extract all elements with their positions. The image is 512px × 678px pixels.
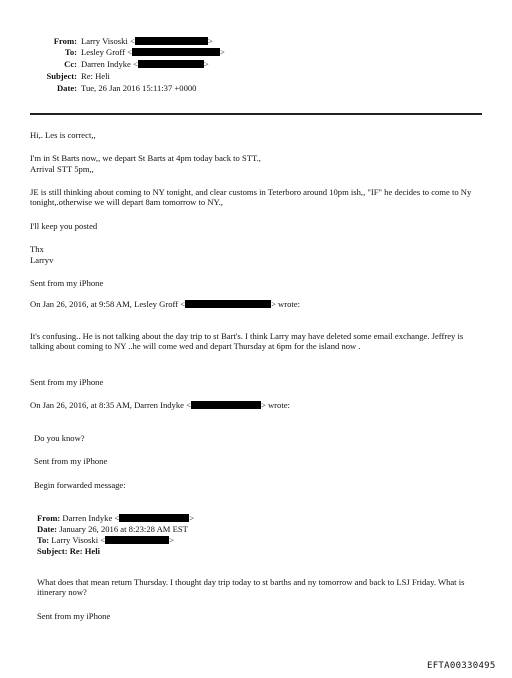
- quote-header-text: On Jan 26, 2016, at 9:58 AM, Lesley Groff <: [30, 299, 186, 309]
- fwd-to: [37, 535, 174, 545]
- bracket-close: >: [207, 36, 213, 46]
- paragraph-line: Arrival STT 5pm,,: [30, 164, 94, 174]
- bracket-close: >: [169, 535, 174, 545]
- quote-header-suffix: > wrote:: [271, 299, 301, 309]
- header-divider: [30, 113, 482, 115]
- fwd-date-value: January 26, 2016 at 8:23:28 AM EST: [59, 524, 188, 534]
- fwd-to-label: To:: [37, 535, 50, 545]
- subject-label: Subject:: [46, 71, 77, 81]
- fwd-subject-label: Subject:: [37, 546, 68, 556]
- sent-from-iphone: Sent from my iPhone: [37, 611, 111, 621]
- greeting: Hi,. Les is correct,,: [30, 130, 96, 140]
- signature-line: Thx: [30, 244, 44, 254]
- quote-header: [30, 299, 300, 309]
- redaction-block: [105, 536, 169, 544]
- quote-header: [30, 400, 290, 410]
- redaction-block: [119, 514, 189, 522]
- to-name: Lesley Groff <: [81, 47, 132, 57]
- signature-line: Larryv: [30, 255, 54, 265]
- document-id-stamp: EFTA00330495: [427, 661, 496, 671]
- fwd-from: [37, 513, 194, 523]
- sent-from-iphone: Sent from my iPhone: [30, 278, 104, 288]
- from-name: Larry Visoski <: [81, 36, 135, 46]
- from-label: From:: [53, 36, 77, 46]
- bracket-close: >: [189, 513, 195, 523]
- date-label: Date:: [56, 83, 77, 93]
- subject-value: Re: Heli: [81, 71, 110, 81]
- fwd-from-label: From:: [37, 513, 61, 523]
- redaction-block: [132, 48, 220, 56]
- cc-name: Darren Indyke <: [81, 59, 138, 69]
- quote-header-suffix: > wrote:: [260, 400, 290, 410]
- paragraph: JE is still thinking about coming to NY tonight, and clear customs in Teterboro around 10pm ish,, "IF" he decides to come to Ny tonight,.otherwise we will depart 8am tomorrow to NY.,: [30, 187, 472, 207]
- forwarded-label: Begin forwarded message:: [34, 480, 126, 490]
- date-value: Tue, 26 Jan 2016 15:11:37 +0000: [81, 83, 197, 93]
- quoted-paragraph: It's confusing.. He is not talking about the day trip to st Bart's. I think Larry may have deleted some email exchange. Jeffrey is talking about coming to NY ..he will come wed and depart Thursday at 6pm for the island now .: [30, 331, 464, 351]
- redaction-block: [138, 60, 204, 68]
- paragraph-line: I'm in St Barts now,, we depart St Barts at 4pm today back to STT.,: [30, 153, 261, 163]
- quote-header-text: On Jan 26, 2016, at 8:35 AM, Darren Indyke <: [30, 400, 191, 410]
- quoted-paragraph: Do you know?: [34, 433, 85, 443]
- fwd-subject-value: Re: Heli: [69, 546, 101, 556]
- sent-from-iphone: Sent from my iPhone: [30, 377, 104, 387]
- fwd-to-value: Larry Visoski <: [51, 535, 106, 545]
- fwd-date: [37, 524, 188, 534]
- redaction-block: [191, 401, 261, 409]
- to-label: To:: [64, 47, 77, 57]
- redaction-block: [135, 37, 208, 45]
- cc-value: [81, 59, 209, 69]
- from-value: [81, 36, 213, 46]
- fwd-subject: [37, 546, 100, 556]
- forwarded-paragraph: What does that mean return Thursday. I thought day trip today to st barths and ny tomorrow and back to LSJ Friday. What is itinerary now?: [37, 577, 465, 597]
- bracket-close: >: [219, 47, 225, 57]
- paragraph: I'll keep you posted: [30, 221, 98, 231]
- to-value: [81, 47, 225, 57]
- fwd-from-value: Darren Indyke <: [62, 513, 120, 523]
- sent-from-iphone: Sent from my iPhone: [34, 456, 108, 466]
- cc-label: Cc:: [64, 59, 77, 69]
- fwd-date-label: Date:: [37, 524, 58, 534]
- bracket-close: >: [203, 59, 209, 69]
- redaction-block: [185, 300, 271, 308]
